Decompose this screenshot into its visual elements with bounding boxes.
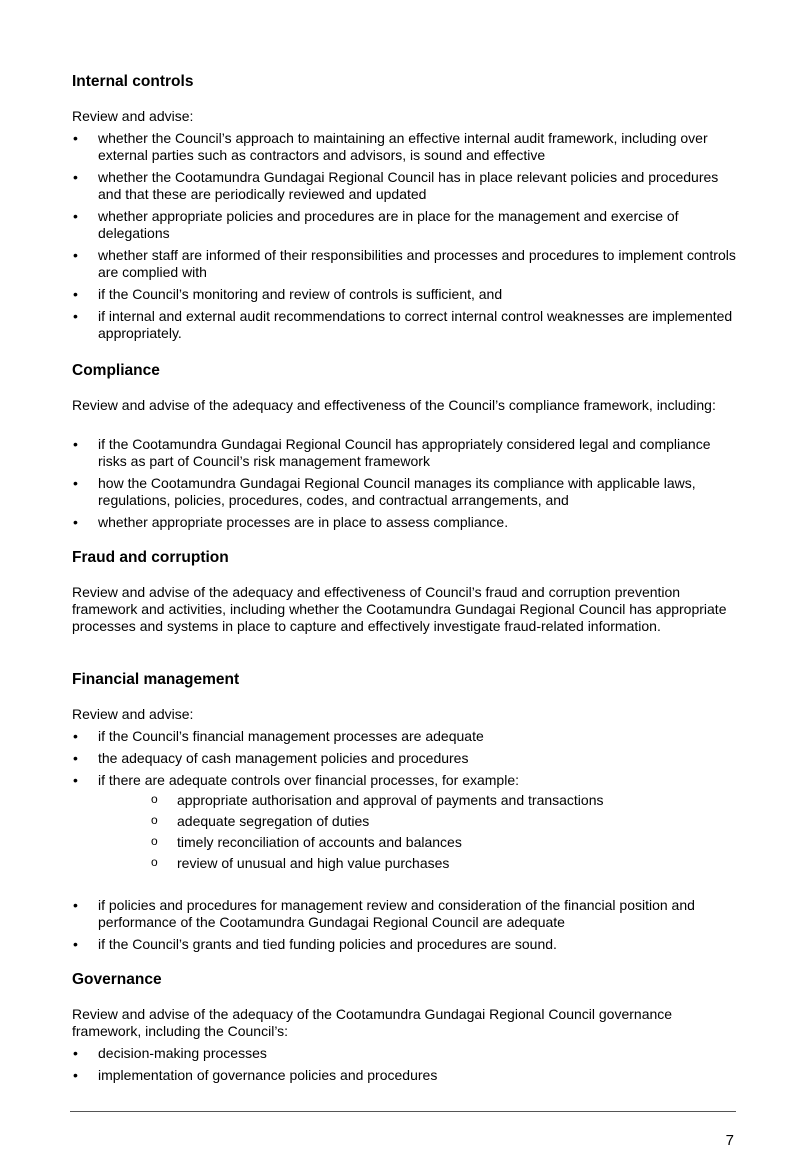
- sub-list-item: o appropriate authorisation and approval of payments and transactions: [98, 792, 736, 809]
- section-intro: Review and advise:: [72, 108, 194, 124]
- sub-list-item: o review of unusual and high value purchases: [98, 855, 736, 872]
- section-heading-financial-management: Financial management: [72, 671, 240, 688]
- section-intro: Review and advise of the adequacy of the Cootamundra Gundagai Regional Council governance framework, including the Council’s:: [72, 1006, 673, 1039]
- list-item-text: if there are adequate controls over financial processes, for example:: [98, 772, 520, 788]
- list-item: • whether appropriate processes are in place to assess compliance.: [72, 514, 736, 531]
- section-intro: Review and advise of the adequacy and effectiveness of the Council’s compliance framework, including:: [72, 397, 716, 413]
- list-item: • how the Cootamundra Gundagai Regional Council manages its compliance with applicable laws, regulations, policies, procedures, codes, and contractual arrangements, and: [72, 475, 736, 509]
- list-item: • whether the Cootamundra Gundagai Regional Council has in place relevant policies and procedures and that these are periodically reviewed and updated: [72, 169, 736, 203]
- list-item: • whether appropriate policies and procedures are in place for the management and exercise of delegations: [72, 208, 736, 242]
- list-item: [72, 772, 736, 872]
- list-item: • the adequacy of cash management policies and procedures: [72, 750, 736, 767]
- list-item: • if the Cootamundra Gundagai Regional Council has appropriately considered legal and compliance risks as part of Council’s risk management framework: [72, 436, 736, 470]
- list-item: • decision-making processes: [72, 1045, 736, 1062]
- list-item: • whether the Council’s approach to maintaining an effective internal audit framework, including over external parties such as contractors and advisors, is sound and effective: [72, 130, 736, 164]
- sub-list-item: o timely reconciliation of accounts and balances: [98, 834, 736, 851]
- page-number: 7: [725, 1132, 734, 1149]
- sub-bullet-list: [98, 792, 736, 872]
- list-item: • if the Council’s financial management processes are adequate: [72, 728, 736, 745]
- bullet-list: [72, 436, 736, 536]
- section-intro: Review and advise of the adequacy and effectiveness of Council’s fraud and corruption prevention framework and activities, including whether the Cootamundra Gundagai Regional Council has appropriate processes and systems in place to capture and effectively investigate fraud-related information.: [72, 584, 727, 634]
- bullet-list: [72, 728, 736, 877]
- list-item: • implementation of governance policies and procedures: [72, 1067, 736, 1084]
- sub-list-item: o adequate segregation of duties: [98, 813, 736, 830]
- section-heading-governance: Governance: [72, 971, 162, 988]
- footer-divider: [70, 1111, 736, 1112]
- section-heading-compliance: Compliance: [72, 362, 160, 379]
- list-item: • if the Council’s grants and tied funding policies and procedures are sound.: [72, 936, 736, 953]
- section-heading-fraud-and-corruption: Fraud and corruption: [72, 549, 229, 566]
- list-item: • if the Council’s monitoring and review of controls is sufficient, and: [72, 286, 736, 303]
- list-item: • if policies and procedures for management review and consideration of the financial position and performance of the Cootamundra Gundagai Regional Council are adequate: [72, 897, 736, 931]
- bullet-list: [72, 897, 736, 958]
- list-item: • if internal and external audit recommendations to correct internal control weaknesses are implemented appropriately.: [72, 308, 736, 342]
- section-intro: Review and advise:: [72, 706, 194, 722]
- list-item: • whether staff are informed of their responsibilities and processes and procedures to implement controls are complied with: [72, 247, 736, 281]
- bullet-list: [72, 130, 736, 347]
- section-heading-internal-controls: Internal controls: [72, 73, 194, 90]
- bullet-list: [72, 1045, 736, 1089]
